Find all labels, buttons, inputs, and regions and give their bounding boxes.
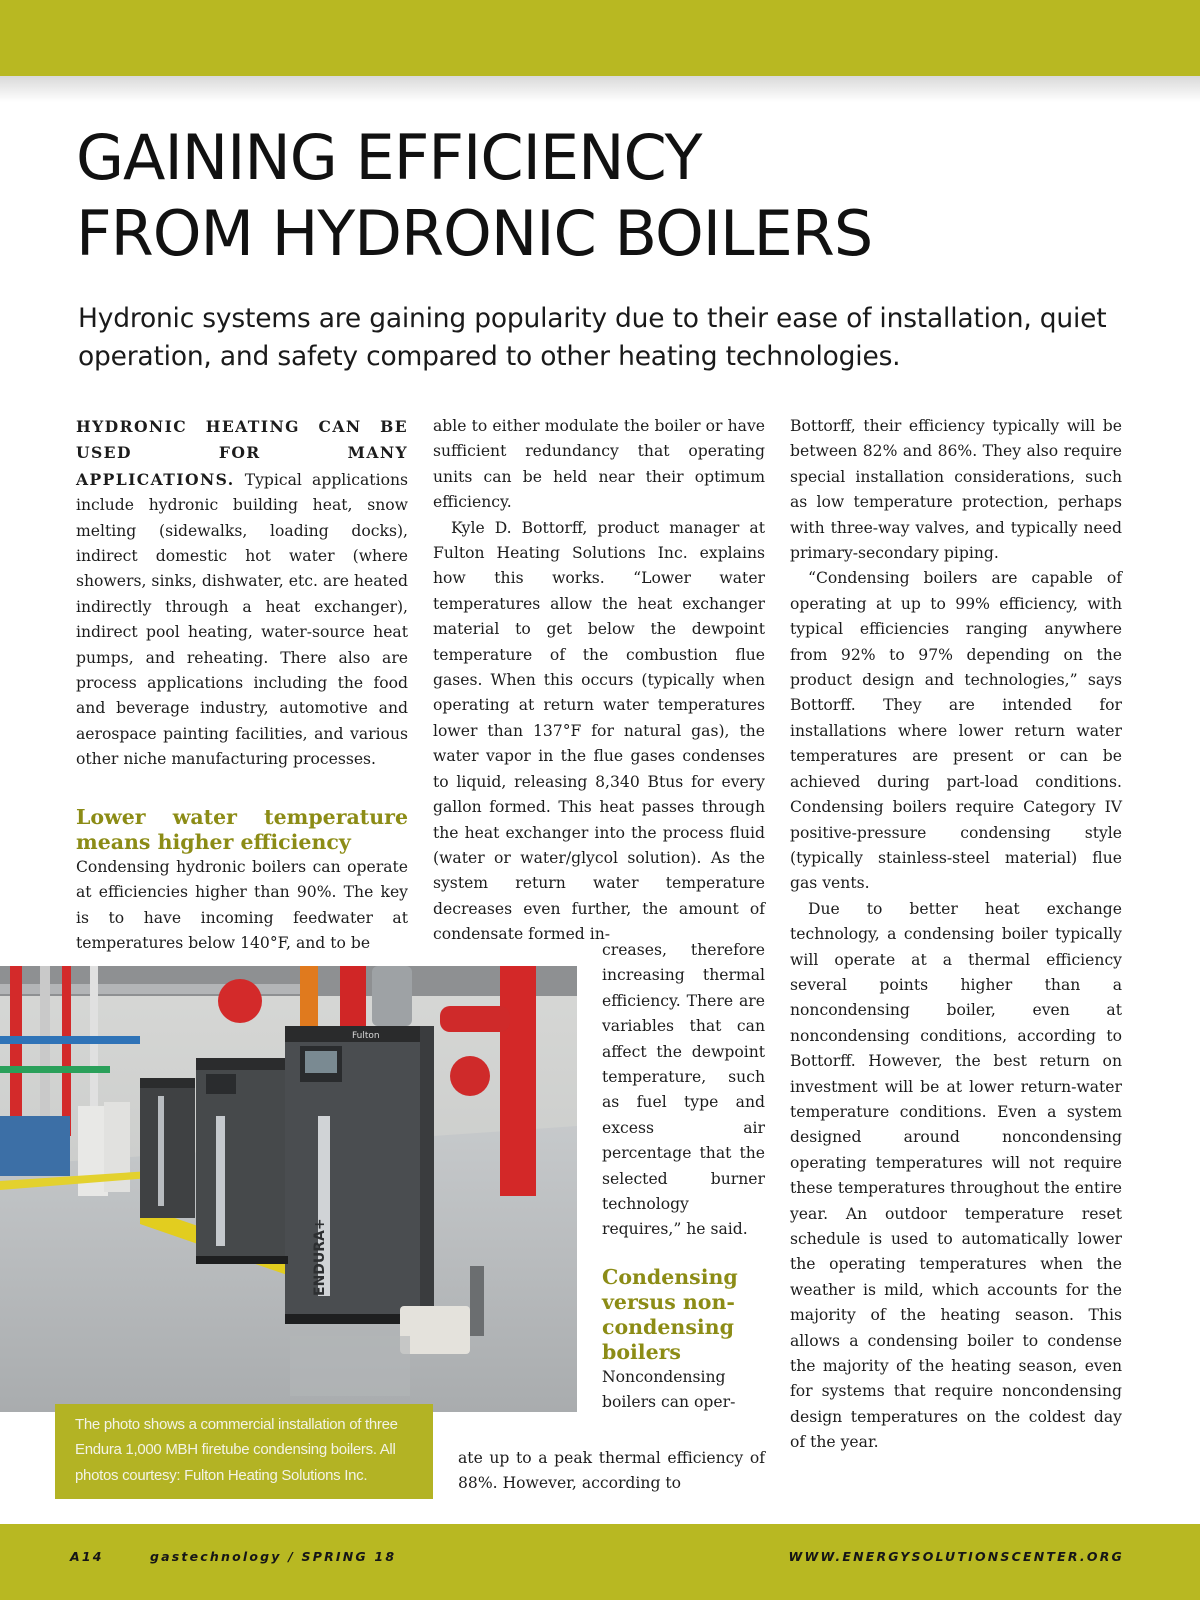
col2-paragraph-1: able to either modulate the boiler or have sufficient redundancy that operating units can be held near their optimum efficiency. xyxy=(433,417,765,512)
photo-caption-box xyxy=(55,1404,433,1499)
column-3 xyxy=(790,414,1122,1456)
column-2-wrapped-text xyxy=(602,938,765,1416)
top-band xyxy=(0,0,1200,76)
col2-paragraph-3-start: Noncondensing boilers can oper- xyxy=(602,1367,736,1412)
boiler-brand-label: ENDURA+ xyxy=(312,1218,328,1296)
col3-paragraph-1: Bottorff, their efficiency typically will be between 82% and 86%. They also require special installation considerations, such as low temperature protection, perhaps with three-way valves, and typically need primary-secondary piping. xyxy=(790,417,1122,563)
col2-paragraph-2: Kyle D. Bottorff, product manager at Fulton Heating Solutions Inc. explains how this works. “Lower water temperatures allow the heat exchanger material to get below the dewpoint temperature of the combustion flue gases. When this occurs (typically when operating at return water temperatures lower than 137°F for natural gas), the water vapor in the flue gases condenses to liquid, releasing 8,340 Btus for every gallon formed. This heat passes through the heat exchanger into the process fluid (water or water/glycol solution). As the system return water temperature decreases even further, the amount of condensate formed in- xyxy=(433,518,765,944)
column-1 xyxy=(76,414,408,956)
col2-paragraph-3-end: ate up to a peak thermal efficiency of 88%. However, according to xyxy=(458,1448,765,1492)
section-heading-lower-water-temperature: Lower water temperature means higher efficiency xyxy=(76,804,408,854)
col1-paragraph-2: Condensing hydronic boilers can operate at efficiencies higher than 90%. The key is to have incoming feedwater at temperatures below 140°F, and to be xyxy=(76,857,408,952)
column-2 xyxy=(433,414,765,948)
article-title xyxy=(76,120,1126,272)
col3-paragraph-2: “Condensing boilers are capable of operating at up to 99% efficiency, with typical efficiencies ranging anywhere from 92% to 97% depending on the product design and technologies,” says Bottorff. They are intended for installations where lower return water temperatures are present or can be achieved during part-load conditions. Condensing boilers require Category IV positive-pressure condensing style (typically stainless-steel material) flue gas vents. xyxy=(790,569,1122,893)
title-line-2: FROM HYDRONIC BOILERS xyxy=(76,197,873,270)
photo-caption: The photo shows a commercial installation of three Endura 1,000 MBH firetube condensing boilers. All photos courtesy: Fulton Heating Solutions Inc. xyxy=(75,1416,398,1484)
top-band-shadow xyxy=(0,76,1200,102)
col1-paragraph-1 xyxy=(76,414,408,773)
boiler-room-illustration xyxy=(0,966,577,1412)
title-line-1: GAINING EFFICIENCY xyxy=(76,121,702,194)
page-number: A14 xyxy=(70,1549,104,1564)
boiler-room-photo xyxy=(0,966,577,1412)
section-heading-condensing-versus-noncondensing: Condensing versus non-condensing boilers xyxy=(602,1264,738,1364)
article-subtitle: Hydronic systems are gaining popularity due to their ease of installation, quiet operation, and safety compared to other heating technologies. xyxy=(78,303,1107,372)
col3-paragraph-3: Due to better heat exchange technology, a condensing boiler typically will operate at a thermal efficiency several points higher than a noncondensing boiler, even at noncondensing conditions, according to Bottorff. However, the best return on investment will be at lower return-water temperature conditions. Even a system designed around noncondensing operating temperatures will not require these temperatures throughout the entire year. An outdoor temperature reset schedule is used to automatically lower the operating temperatures when the weather is mild, which accounts for the majority of the heating season. This allows a condensing boiler to condense the majority of the heating season, even for systems that require noncondensing design temperatures on the coldest day of the year. xyxy=(790,899,1122,1452)
lead-in: HYDRONIC HEATING CAN BE USED FOR MANY APPLICATIONS. xyxy=(76,417,408,489)
col1-p1-text: Typical applications include hydronic building heat, snow melting (sidewalks, loading docks), indirect domestic hot water (where showers, sinks, dishwater, etc. are heated indirectly through a heat exchanger), indirect pool heating, water-source heat pumps, and reheating. There also are process applications including the food and beverage industry, automotive and aerospace painting facilities, and various other niche manufacturing processes. xyxy=(76,470,408,769)
website-url: WWW.ENERGYSOLUTIONSCENTER.ORG xyxy=(788,1549,1124,1564)
boiler-badge: Fulton xyxy=(352,1031,380,1041)
col2-paragraph-2-continued: creases, therefore increasing thermal efficiency. There are variables that can affect the dewpoint temperature, such as fuel type and excess air percentage that the selected burner technology requires,” he said. xyxy=(602,941,765,1239)
publication-name: gastechnology / SPRING 18 xyxy=(150,1549,397,1564)
